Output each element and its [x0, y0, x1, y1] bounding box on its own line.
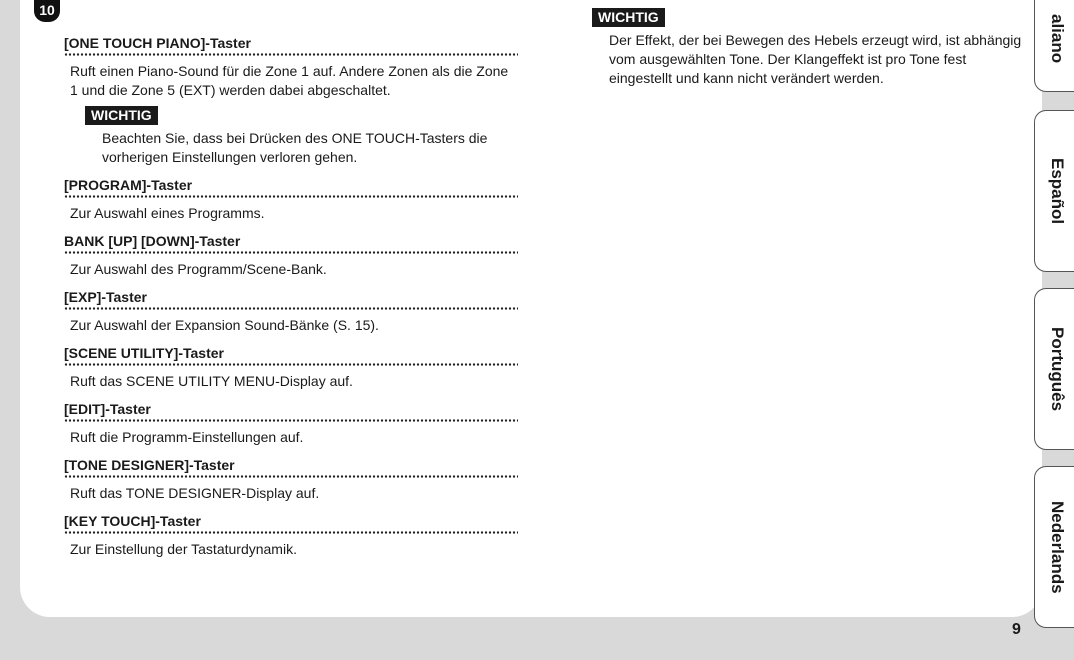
- entry-title: [PROGRAM]-Taster: [64, 177, 193, 193]
- entry-title: [KEY TOUCH]-Taster: [64, 513, 201, 529]
- entry-description: Zur Einstellung der Tastaturdynamik.: [70, 541, 297, 557]
- entry-edit: [64, 400, 518, 447]
- tab-label: Português: [1048, 326, 1067, 412]
- note-text: Beachten Sie, dass bei Drücken des ONE TOUCH-Tasters die vorherigen Einstellungen verloren gehen.: [102, 130, 488, 165]
- entry-title: [ONE TOUCH PIANO]-Taster: [64, 35, 251, 51]
- entry-bank-up-down: [64, 232, 518, 279]
- tab-label: Nederlands: [1048, 500, 1067, 594]
- note-label: WICHTIG: [85, 106, 158, 125]
- entry-title: [EDIT]-Taster: [64, 401, 151, 417]
- tab-espanol[interactable]: [1034, 110, 1074, 272]
- entry-description: Zur Auswahl des Programm/Scene-Bank.: [70, 261, 327, 277]
- tab-label: Español: [1048, 157, 1067, 225]
- tab-italiano[interactable]: [1034, 0, 1074, 92]
- dotted-divider: [64, 251, 518, 254]
- dotted-divider: [64, 195, 518, 198]
- entry-tone-designer: [64, 456, 518, 503]
- entry-description: Ruft die Programm-Einstellungen auf.: [70, 429, 304, 445]
- language-tab-strip: [1034, 0, 1074, 660]
- entry-title: BANK [UP] [DOWN]-Taster: [64, 233, 241, 249]
- entry-description: Zur Auswahl der Expansion Sound-Bänke (S. 15).: [70, 317, 379, 333]
- entry-description: Ruft einen Piano-Sound für die Zone 1 auf. Andere Zonen als die Zone 1 und die Zone 5 (EXT) werden dabei abgeschaltet.: [70, 63, 509, 98]
- note-box: [64, 100, 518, 167]
- entry-program: [64, 176, 518, 223]
- tab-label: aliano: [1048, 14, 1067, 64]
- entry-description: Zur Auswahl eines Programms.: [70, 205, 265, 221]
- dotted-divider: [64, 363, 518, 366]
- dotted-divider: [64, 53, 518, 56]
- entry-title: [TONE DESIGNER]-Taster: [64, 457, 235, 473]
- note-text: Der Effekt, der bei Bewegen des Hebels erzeugt wird, ist abhängig vom ausgewählten Tone. Der Klangeffekt ist pro Tone fest eingestellt und kann nicht verändert werden.: [609, 32, 1022, 86]
- left-column: [64, 34, 518, 568]
- page-number: 9: [1012, 621, 1021, 638]
- right-column: [592, 8, 1032, 88]
- section-number-badge: 10: [34, 0, 60, 22]
- entry-description: Ruft das TONE DESIGNER-Display auf.: [70, 485, 320, 501]
- entry-scene-utility: [64, 344, 518, 391]
- entry-description: Ruft das SCENE UTILITY MENU-Display auf.: [70, 373, 353, 389]
- entry-key-touch: [64, 512, 518, 559]
- dotted-divider: [64, 419, 518, 422]
- note-label: WICHTIG: [592, 8, 665, 27]
- tab-nederlands[interactable]: [1034, 466, 1074, 628]
- dotted-divider: [64, 307, 518, 310]
- entry-one-touch-piano: [64, 34, 518, 167]
- entry-title: [SCENE UTILITY]-Taster: [64, 345, 224, 361]
- tab-portugues[interactable]: [1034, 288, 1074, 450]
- dotted-divider: [64, 475, 518, 478]
- entry-title: [EXP]-Taster: [64, 289, 147, 305]
- entry-exp: [64, 288, 518, 335]
- dotted-divider: [64, 531, 518, 534]
